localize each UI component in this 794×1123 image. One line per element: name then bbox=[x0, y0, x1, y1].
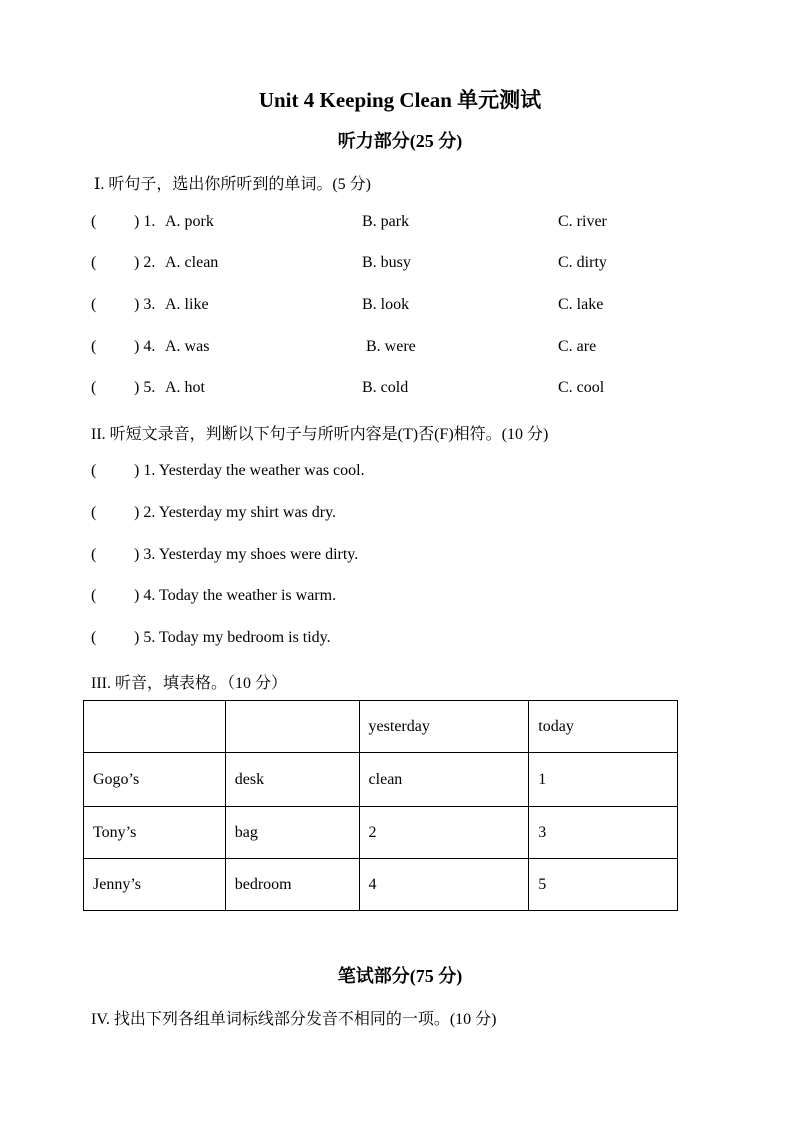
item-number: ) 2. bbox=[134, 254, 156, 271]
answer-paren[interactable]: ( bbox=[91, 587, 97, 604]
table-header-yesterday: yesterday bbox=[359, 701, 529, 753]
statement-text: ) 5. Today my bedroom is tidy. bbox=[134, 629, 331, 646]
option-b: B. cold bbox=[362, 379, 409, 396]
statement-text: ) 2. Yesterday my shirt was dry. bbox=[134, 504, 337, 521]
option-c: C. dirty bbox=[558, 254, 607, 271]
table-header-today: today bbox=[529, 701, 678, 753]
table-cell[interactable]: 1 bbox=[529, 753, 678, 807]
table-cell[interactable]: 2 bbox=[359, 807, 529, 859]
listening-heading: 听力部分(25 分) bbox=[337, 131, 463, 151]
table-row bbox=[84, 701, 678, 753]
option-b: B. look bbox=[362, 296, 410, 313]
answer-paren[interactable]: ( bbox=[91, 629, 97, 646]
option-b: B. busy bbox=[362, 254, 411, 271]
option-a: A. was bbox=[165, 338, 210, 355]
table-cell: Jenny’s bbox=[84, 859, 226, 911]
table-cell[interactable]: 5 bbox=[529, 859, 678, 911]
section-4-heading: IV. 找出下列各组单词标线部分发音不相同的一项。(10 分) bbox=[91, 1011, 497, 1028]
table-cell bbox=[225, 701, 359, 753]
statement-text: ) 3. Yesterday my shoes were dirty. bbox=[134, 546, 359, 563]
item-number: ) 5. bbox=[134, 379, 156, 396]
item-number: ) 3. bbox=[134, 296, 156, 313]
option-a: A. pork bbox=[165, 213, 214, 230]
answer-paren[interactable]: ( bbox=[91, 546, 97, 563]
answer-paren[interactable]: ( bbox=[91, 379, 97, 396]
answer-paren[interactable]: ( bbox=[91, 504, 97, 521]
table-cell: bag bbox=[225, 807, 359, 859]
table-cell[interactable]: 3 bbox=[529, 807, 678, 859]
section-2-heading: II. 听短文录音，判断以下句子与所听内容是(T)否(F)相符。(10 分) bbox=[91, 426, 549, 443]
option-c: C. lake bbox=[558, 296, 604, 313]
table-cell: desk bbox=[225, 753, 359, 807]
statement-text: ) 4. Today the weather is warm. bbox=[134, 587, 337, 604]
section-1-heading: Ⅰ. 听句子，选出你所听到的单词。(5 分) bbox=[94, 176, 371, 193]
table-row bbox=[84, 859, 678, 911]
table-cell[interactable]: 4 bbox=[359, 859, 529, 911]
answer-paren[interactable]: ( bbox=[91, 462, 97, 479]
answer-paren[interactable]: ( bbox=[91, 338, 97, 355]
answer-paren[interactable]: ( bbox=[91, 296, 97, 313]
answer-table bbox=[83, 700, 678, 911]
table-cell: Tony’s bbox=[84, 807, 226, 859]
table-row bbox=[84, 807, 678, 859]
table-cell: clean bbox=[359, 753, 529, 807]
answer-paren[interactable]: ( bbox=[91, 254, 97, 271]
item-number: ) 4. bbox=[134, 338, 156, 355]
table-cell bbox=[84, 701, 226, 753]
table-row bbox=[84, 753, 678, 807]
answer-paren[interactable]: ( bbox=[91, 213, 97, 230]
option-a: A. hot bbox=[165, 379, 205, 396]
option-c: C. cool bbox=[558, 379, 605, 396]
page-title: Unit 4 Keeping Clean 单元测试 bbox=[258, 88, 542, 112]
section-3-heading: III. 听音，填表格。（10 分） bbox=[91, 675, 287, 692]
table-cell: bedroom bbox=[225, 859, 359, 911]
table-cell: Gogo’s bbox=[84, 753, 226, 807]
option-c: C. are bbox=[558, 338, 597, 355]
option-a: A. like bbox=[165, 296, 209, 313]
option-b: B. were bbox=[366, 338, 416, 355]
item-number: ) 1. bbox=[134, 213, 156, 230]
option-c: C. river bbox=[558, 213, 607, 230]
writing-heading: 笔试部分(75 分) bbox=[337, 966, 463, 986]
option-b: B. park bbox=[362, 213, 410, 230]
statement-text: ) 1. Yesterday the weather was cool. bbox=[134, 462, 365, 479]
option-a: A. clean bbox=[165, 254, 219, 271]
